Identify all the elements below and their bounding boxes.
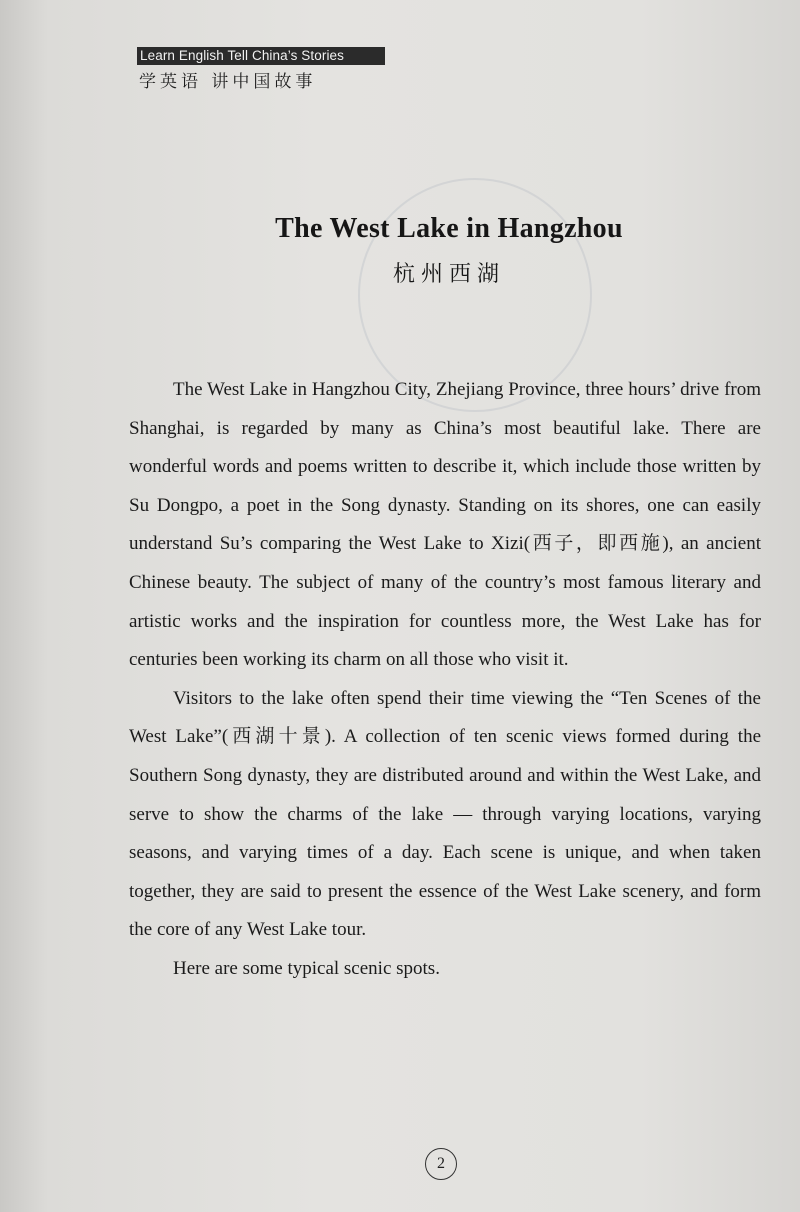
article-subtitle: 杭州西湖	[392, 262, 505, 287]
paragraph-1: The West Lake in Hangzhou City, Zhejiang Province, three hours’ drive from Shanghai, is regarded by many as China’s most beautiful lake. There are wonderful words and poems written to describe it, which include those written by Su Dongpo, a poet in the Song dynasty. Standing on its shores, one can easily understand Su’s comparing the West Lake to Xizi(西子，即西施), an ancient Chinese beauty. The subject of many of the country’s most famous literary and artistic works and the inspiration for countless more, the West Lake has for centuries been working its charm on all those who visit it.	[129, 379, 761, 671]
page-number: 2	[425, 1148, 457, 1180]
series-title-cn: 学英语 讲中国故事	[139, 72, 317, 92]
article-body	[129, 371, 761, 989]
paragraph-2: Visitors to the lake often spend their time viewing the “Ten Scenes of the West Lake”(西湖十景). A collection of ten scenic views formed during the Southern Song dynasty, they are distributed around and within the West Lake, and serve to show the charms of the lake — through varying locations, varying seasons, and varying times of a day. Each scene is unique, and when taken together, they are said to present the essence of the West Lake scenery, and form the core of any West Lake tour.	[129, 687, 761, 941]
series-title-en: Learn English Tell China’s Stories	[137, 47, 385, 65]
paragraph-3: Here are some typical scenic spots.	[173, 957, 440, 979]
article-title: The West Lake in Hangzhou	[275, 213, 623, 244]
